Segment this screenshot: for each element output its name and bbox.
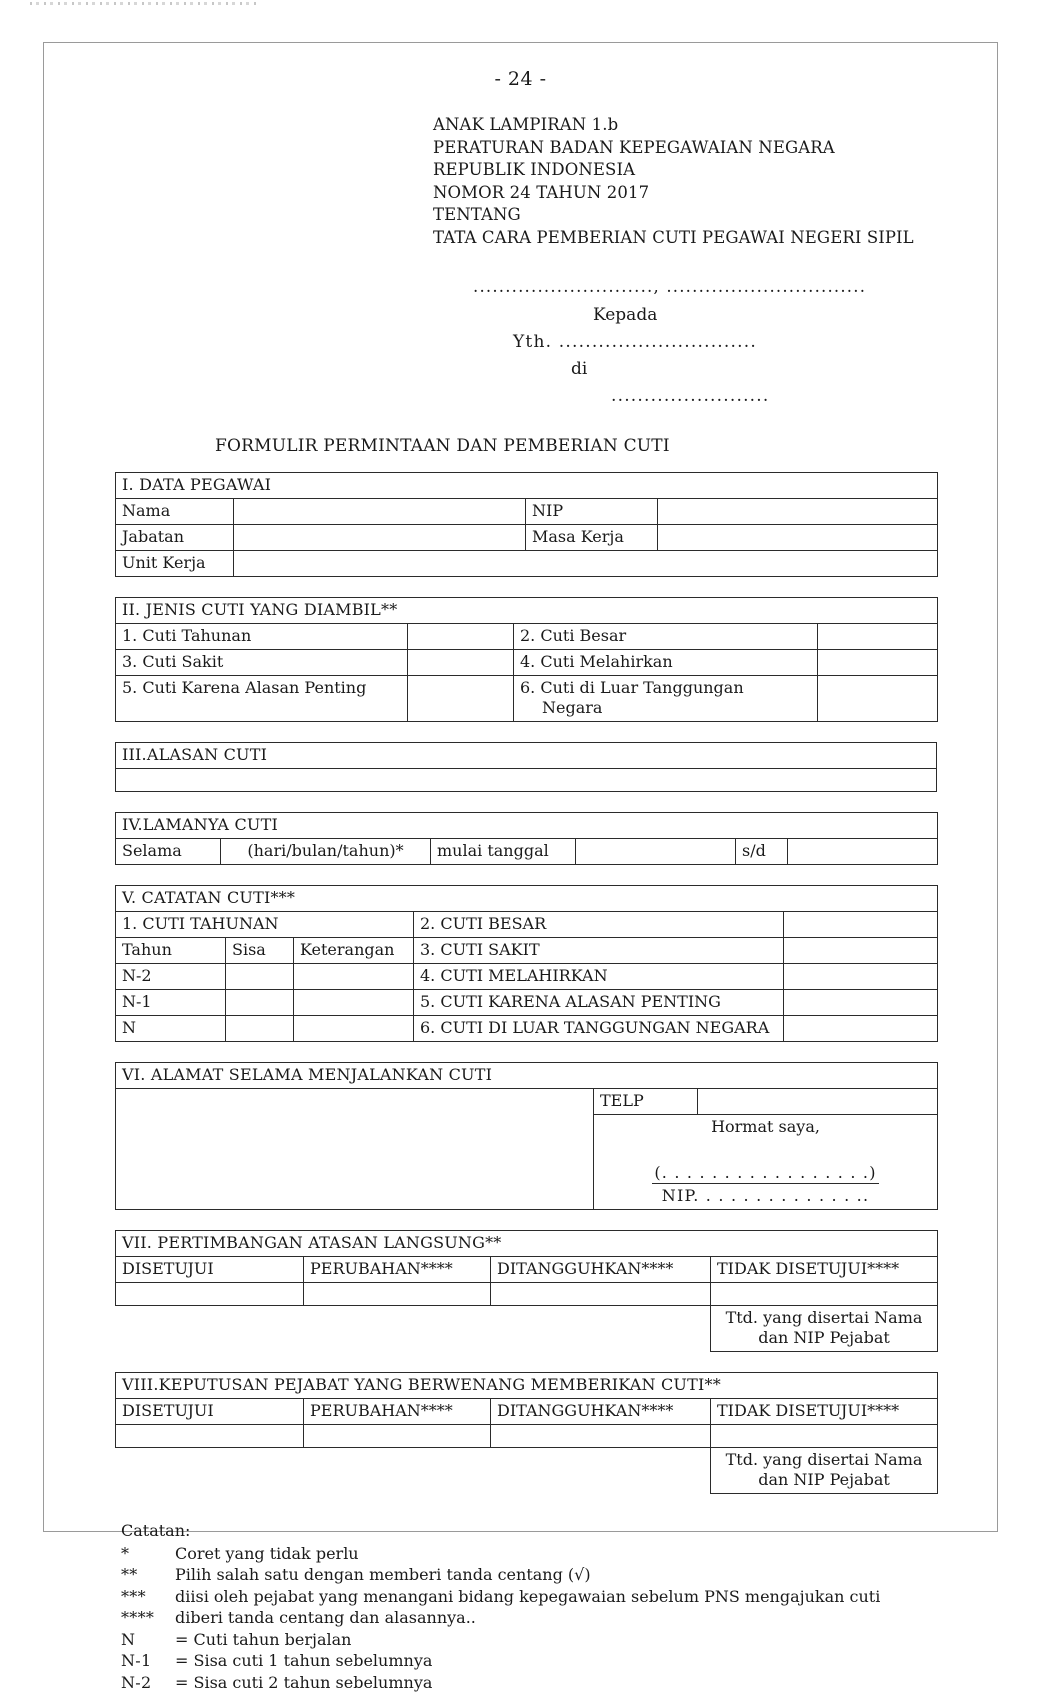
col-header-perubahan: PERUBAHAN**** xyxy=(304,1257,491,1283)
checkbox-cuti-sakit[interactable] xyxy=(408,650,514,676)
field-disetujui[interactable] xyxy=(116,1425,304,1448)
spacer xyxy=(43,792,998,812)
signature-block xyxy=(594,1115,938,1210)
note-item xyxy=(121,1586,998,1608)
spacer xyxy=(43,1352,998,1372)
table-row xyxy=(116,624,938,650)
doc-ref-line-5: TENTANG xyxy=(433,204,998,227)
section-5-left-title: 1. CUTI TAHUNAN xyxy=(116,912,414,938)
table-row xyxy=(116,743,937,769)
label-masa-kerja: Masa Kerja xyxy=(526,525,658,551)
doc-ref-line-6: TATA CARA PEMBERIAN CUTI PEGAWAI NEGERI SIPIL xyxy=(433,227,998,250)
place-date-line: ............................, ............................... xyxy=(473,277,998,296)
signature-nip-line[interactable]: NIP. . . . . . . . . . . . . .. xyxy=(600,1186,931,1206)
label-cuti-alasan-penting: 5. CUTI KARENA ALASAN PENTING xyxy=(414,990,784,1016)
spacer xyxy=(43,1042,998,1062)
note-text: diberi tanda centang dan alasannya.. xyxy=(175,1607,476,1629)
section-2-jenis-cuti xyxy=(115,597,938,722)
col-header-ditangguhkan: DITANGGUHKAN**** xyxy=(491,1399,711,1425)
note-mark: N-1 xyxy=(121,1650,175,1672)
field-nip[interactable] xyxy=(658,499,938,525)
field-sd-tanggal[interactable] xyxy=(788,839,938,865)
note-item xyxy=(121,1650,998,1672)
section-7-empty-cell xyxy=(116,1306,711,1352)
kepada-label: Kepada xyxy=(593,302,998,329)
note-text: Pilih salah satu dengan memberi tanda centang (√) xyxy=(175,1564,591,1586)
field-cuti-luar-tanggungan-negara[interactable] xyxy=(784,1016,938,1042)
table-row xyxy=(116,990,938,1016)
note-mark: N xyxy=(121,1629,175,1651)
field-perubahan[interactable] xyxy=(304,1425,491,1448)
notes-block xyxy=(121,1520,998,1693)
section-6-heading: VI. ALAMAT SELAMA MENJALANKAN CUTI xyxy=(116,1063,938,1089)
doc-ref-line-1: ANAK LAMPIRAN 1.b xyxy=(433,114,998,137)
col-header-tahun: Tahun xyxy=(116,938,226,964)
field-telp[interactable] xyxy=(698,1089,938,1115)
label-unit-kerja: Unit Kerja xyxy=(116,551,234,577)
addressee-block xyxy=(473,302,998,410)
field-ditangguhkan[interactable] xyxy=(491,1425,711,1448)
label-cuti-sakit: 3. CUTI SAKIT xyxy=(414,938,784,964)
note-text: = Sisa cuti 2 tahun sebelumnya xyxy=(175,1672,432,1693)
section-7-pertimbangan-atasan xyxy=(115,1230,938,1352)
table-row xyxy=(116,964,938,990)
alamat-cuti-area[interactable] xyxy=(116,1115,594,1210)
section-3-alasan-cuti xyxy=(115,742,937,792)
section-6-alamat-cuti xyxy=(115,1062,938,1210)
page-number: - 24 - xyxy=(43,68,998,90)
label-cuti-luar-tanggungan xyxy=(514,676,818,722)
ttd-note xyxy=(711,1448,938,1494)
section-8-heading: VIII.KEPUTUSAN PEJABAT YANG BERWENANG MEMBERIKAN CUTI** xyxy=(116,1373,938,1399)
section-1-data-pegawai xyxy=(115,472,938,577)
table-row xyxy=(116,1016,938,1042)
label-satuan-waktu: (hari/bulan/tahun)* xyxy=(221,839,431,865)
label-cuti-alasan-penting: 5. Cuti Karena Alasan Penting xyxy=(116,676,408,722)
table-row xyxy=(116,1115,938,1210)
field-ditangguhkan[interactable] xyxy=(491,1283,711,1306)
section-1-heading: I. DATA PEGAWAI xyxy=(116,473,938,499)
field-sisa-n-minus-2[interactable] xyxy=(226,964,294,990)
spacer xyxy=(43,722,998,742)
note-text: = Sisa cuti 1 tahun sebelumnya xyxy=(175,1650,432,1672)
table-row xyxy=(116,938,938,964)
note-mark: ** xyxy=(121,1564,175,1586)
col-header-ditangguhkan: DITANGGUHKAN**** xyxy=(491,1257,711,1283)
section-5-catatan-cuti xyxy=(115,885,938,1042)
row-label-n-minus-2: N-2 xyxy=(116,964,226,990)
field-mulai-tanggal[interactable] xyxy=(576,839,736,865)
table-row xyxy=(116,912,938,938)
col-header-tidak-disetujui: TIDAK DISETUJUI**** xyxy=(711,1257,938,1283)
field-cuti-melahirkan[interactable] xyxy=(784,964,938,990)
label-cuti-luar-tanggungan-line1: 6. Cuti di Luar Tanggungan xyxy=(520,678,744,697)
col-header-keterangan: Keterangan xyxy=(294,938,414,964)
table-row xyxy=(116,551,938,577)
ttd-note xyxy=(711,1306,938,1352)
col-header-tidak-disetujui: TIDAK DISETUJUI**** xyxy=(711,1399,938,1425)
page-content xyxy=(43,42,998,1693)
table-row xyxy=(116,886,938,912)
note-item xyxy=(121,1672,998,1693)
label-nip: NIP xyxy=(526,499,658,525)
signature-name-line[interactable]: (. . . . . . . . . . . . . . . . .) xyxy=(652,1163,878,1184)
field-unit-kerja[interactable] xyxy=(234,551,938,577)
field-cuti-alasan-penting[interactable] xyxy=(784,990,938,1016)
field-cuti-besar[interactable] xyxy=(784,912,938,938)
ttd-note-line-1: Ttd. yang disertai Nama xyxy=(717,1308,931,1328)
form-title: FORMULIR PERMINTAAN DAN PEMBERIAN CUTI xyxy=(215,436,998,456)
ttd-note-line-2: dan NIP Pejabat xyxy=(717,1470,931,1490)
col-header-sisa: Sisa xyxy=(226,938,294,964)
field-tidak-disetujui[interactable] xyxy=(711,1283,938,1306)
hormat-saya-label: Hormat saya, xyxy=(600,1117,931,1137)
label-cuti-besar: 2. CUTI BESAR xyxy=(414,912,784,938)
label-mulai-tanggal: mulai tanggal xyxy=(431,839,576,865)
table-row xyxy=(116,769,937,792)
section-5-heading: V. CATATAN CUTI*** xyxy=(116,886,938,912)
field-masa-kerja[interactable] xyxy=(658,525,938,551)
ttd-note-line-2: dan NIP Pejabat xyxy=(717,1328,931,1348)
note-mark: N-2 xyxy=(121,1672,175,1693)
table-row xyxy=(116,650,938,676)
scan-artifact xyxy=(30,2,260,5)
field-perubahan[interactable] xyxy=(304,1283,491,1306)
table-row xyxy=(116,1448,938,1494)
di-dots-line: ........................ xyxy=(611,383,998,410)
row-label-n: N xyxy=(116,1016,226,1042)
table-row xyxy=(116,1089,938,1115)
note-item xyxy=(121,1607,998,1629)
label-nama: Nama xyxy=(116,499,234,525)
table-row xyxy=(116,1257,938,1283)
checkbox-cuti-luar-tanggungan[interactable] xyxy=(818,676,938,722)
section-4-heading: IV.LAMANYA CUTI xyxy=(116,813,938,839)
field-disetujui[interactable] xyxy=(116,1283,304,1306)
field-keterangan-n[interactable] xyxy=(294,1016,414,1042)
field-alasan-cuti[interactable] xyxy=(116,769,937,792)
table-row xyxy=(116,598,938,624)
col-header-disetujui: DISETUJUI xyxy=(116,1257,304,1283)
document-reference-block xyxy=(433,114,998,249)
note-item xyxy=(121,1564,998,1586)
section-8-keputusan-pejabat xyxy=(115,1372,938,1494)
table-row xyxy=(116,1399,938,1425)
ttd-note-line-1: Ttd. yang disertai Nama xyxy=(717,1450,931,1470)
field-jabatan[interactable] xyxy=(234,525,526,551)
note-text: Coret yang tidak perlu xyxy=(175,1543,359,1565)
table-row xyxy=(116,839,938,865)
field-cuti-sakit[interactable] xyxy=(784,938,938,964)
note-mark: * xyxy=(121,1543,175,1565)
doc-ref-line-4: NOMOR 24 TAHUN 2017 xyxy=(433,182,998,205)
label-cuti-tahunan: 1. Cuti Tahunan xyxy=(116,624,408,650)
spacer xyxy=(43,456,998,472)
label-cuti-melahirkan: 4. Cuti Melahirkan xyxy=(514,650,818,676)
row-label-n-minus-1: N-1 xyxy=(116,990,226,1016)
section-2-heading: II. JENIS CUTI YANG DIAMBIL** xyxy=(116,598,938,624)
checkbox-cuti-alasan-penting[interactable] xyxy=(408,676,514,722)
table-row xyxy=(116,1063,938,1089)
spacer xyxy=(43,1210,998,1230)
table-row xyxy=(116,813,938,839)
note-mark: *** xyxy=(121,1586,175,1608)
table-row xyxy=(116,525,938,551)
field-tidak-disetujui[interactable] xyxy=(711,1425,938,1448)
di-label: di xyxy=(571,356,998,383)
section-8-empty-cell xyxy=(116,1448,711,1494)
table-row xyxy=(116,1373,938,1399)
label-cuti-luar-tanggungan-negara: 6. CUTI DI LUAR TANGGUNGAN NEGARA xyxy=(414,1016,784,1042)
label-telp: TELP xyxy=(594,1089,698,1115)
note-text: diisi oleh pejabat yang menangani bidang kepegawaian sebelum PNS mengajukan cuti xyxy=(175,1586,880,1608)
label-cuti-sakit: 3. Cuti Sakit xyxy=(116,650,408,676)
label-jabatan: Jabatan xyxy=(116,525,234,551)
field-sisa-n[interactable] xyxy=(226,1016,294,1042)
table-row xyxy=(116,676,938,722)
note-mark: **** xyxy=(121,1607,175,1629)
table-row xyxy=(116,1231,938,1257)
note-item xyxy=(121,1629,998,1651)
label-cuti-besar: 2. Cuti Besar xyxy=(514,624,818,650)
checkbox-cuti-melahirkan[interactable] xyxy=(818,650,938,676)
field-nama[interactable] xyxy=(234,499,526,525)
label-sd: s/d xyxy=(736,839,788,865)
table-row xyxy=(116,1306,938,1352)
label-cuti-melahirkan: 4. CUTI MELAHIRKAN xyxy=(414,964,784,990)
note-text: = Cuti tahun berjalan xyxy=(175,1629,351,1651)
field-sisa-n-minus-1[interactable] xyxy=(226,990,294,1016)
checkbox-cuti-tahunan[interactable] xyxy=(408,624,514,650)
field-keterangan-n-minus-1[interactable] xyxy=(294,990,414,1016)
spacer xyxy=(43,865,998,885)
doc-ref-line-2: PERATURAN BADAN KEPEGAWAIAN NEGARA xyxy=(433,137,998,160)
col-header-perubahan: PERUBAHAN**** xyxy=(304,1399,491,1425)
table-row xyxy=(116,1425,938,1448)
table-row xyxy=(116,473,938,499)
checkbox-cuti-besar[interactable] xyxy=(818,624,938,650)
table-row xyxy=(116,499,938,525)
field-keterangan-n-minus-2[interactable] xyxy=(294,964,414,990)
table-row xyxy=(116,1283,938,1306)
notes-title: Catatan: xyxy=(121,1520,998,1542)
note-item xyxy=(121,1543,998,1565)
field-alamat-cuti[interactable] xyxy=(116,1089,594,1115)
section-7-heading: VII. PERTIMBANGAN ATASAN LANGSUNG** xyxy=(116,1231,938,1257)
section-4-lamanya-cuti xyxy=(115,812,938,865)
label-cuti-luar-tanggungan-line2: Negara xyxy=(520,698,602,717)
section-3-heading: III.ALASAN CUTI xyxy=(116,743,937,769)
doc-ref-line-3: REPUBLIK INDONESIA xyxy=(433,159,998,182)
yth-line: Yth. .............................. xyxy=(513,329,998,356)
col-header-disetujui: DISETUJUI xyxy=(116,1399,304,1425)
label-selama: Selama xyxy=(116,839,221,865)
spacer xyxy=(43,577,998,597)
